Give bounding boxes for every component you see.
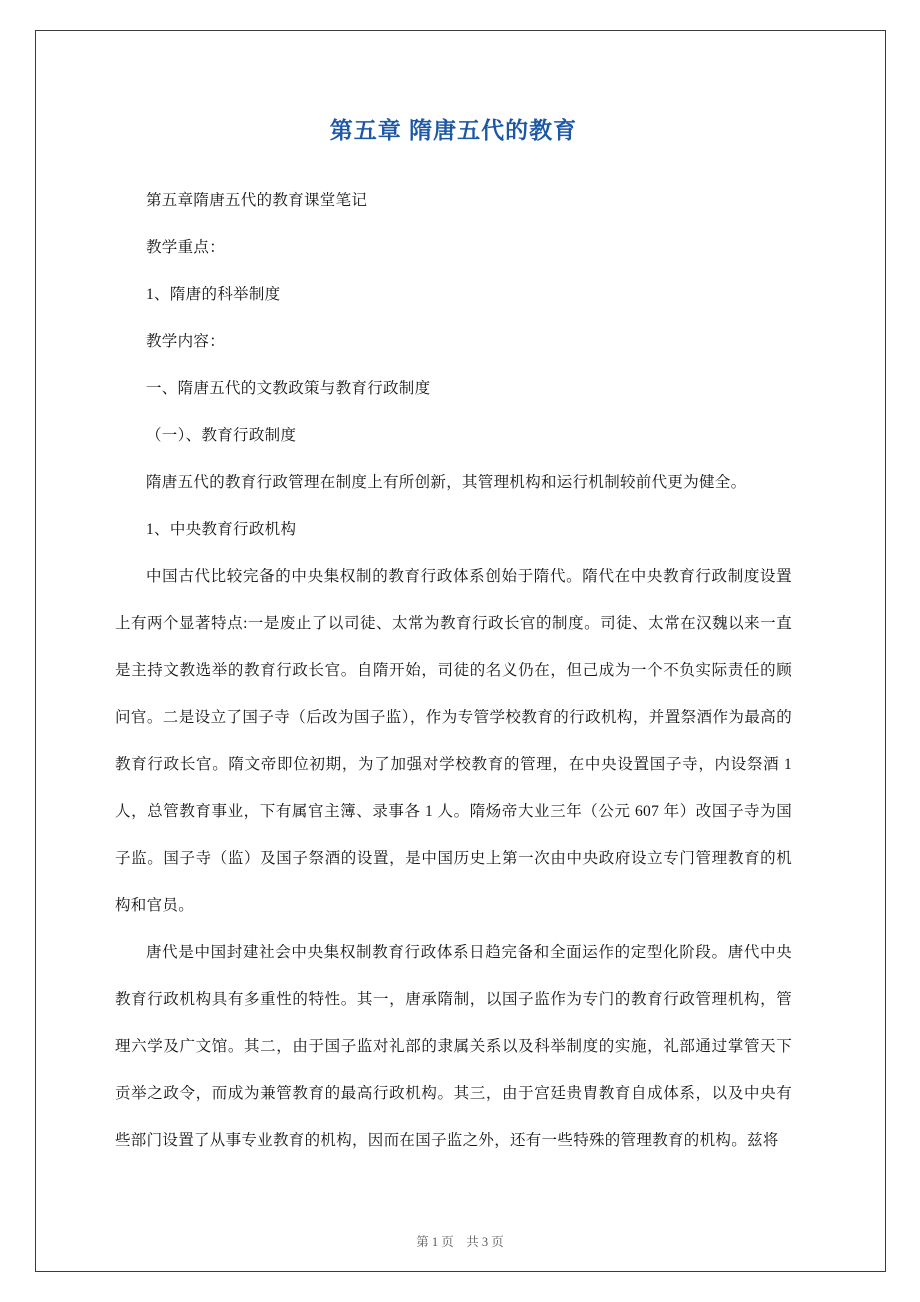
paragraph: 唐代是中国封建社会中央集权制教育行政体系日趋完备和全面运作的定型化阶段。唐代中央教育行政机构具有多重性的特性。其一，唐承隋制，以国子监作为专门的教育行政管理机构，管理六学及广文馆。其二，由于国子监对礼部的隶属关系以及科举制度的实施，礼部通过掌管天下贡举之政令，而成为兼管教育的最高行政机构。其三，由于宫廷贵胄教育自成体系，以及中央有些部门设置了从事专业教育的机构，因而在国子监之外，还有一些特殊的管理教育的机构。兹将 xyxy=(115,944,792,1149)
page-number-footer: 第 1 页 共 3 页 xyxy=(416,1235,504,1249)
paragraph: 一、隋唐五代的文教政策与教育行政制度 xyxy=(146,380,431,397)
paragraph: （一）、教育行政制度 xyxy=(146,427,297,444)
paragraph: 教学重点： xyxy=(146,239,226,256)
document-content xyxy=(115,112,792,1164)
paragraph: 中国古代比较完备的中央集权制的教育行政体系创始于隋代。隋代在中央教育行政制度设置上有两个显著特点:一是废止了以司徒、太常为教育行政长官的制度。司徒、太常在汉魏以来一直是主持文教选举的教育行政长官。自隋开始，司徒的名义仍在，但己成为一个不负实际责任的顾问官。二是设立了国子寺（后改为国子监），作为专管学校教育的行政机构，并置祭酒作为最高的教育行政长官。隋文帝即位初期，为了加强对学校教育的管理，在中央设置国子寺，内设祭酒 1 人，总管教育事业，下有属官主簿、录事各 1 人。隋炀帝大业三年（公元 607 年）改国子寺为国子监。国子寺（监）及国子祭酒的设置，是中国历史上第一次由中央政府设立专门管理教育的机构和官员。 xyxy=(115,568,792,914)
paragraph: 教学内容： xyxy=(146,333,226,350)
page-title: 第五章 隋唐五代的教育 xyxy=(329,117,578,143)
paragraph-list xyxy=(115,177,792,1164)
paragraph: 隋唐五代的教育行政管理在制度上有所创新，其管理机构和运行机制较前代更为健全。 xyxy=(146,474,747,491)
paragraph: 1、中央教育行政机构 xyxy=(146,521,297,538)
paragraph: 第五章隋唐五代的教育课堂笔记 xyxy=(146,192,368,209)
paragraph: 1、隋唐的科举制度 xyxy=(146,286,281,303)
